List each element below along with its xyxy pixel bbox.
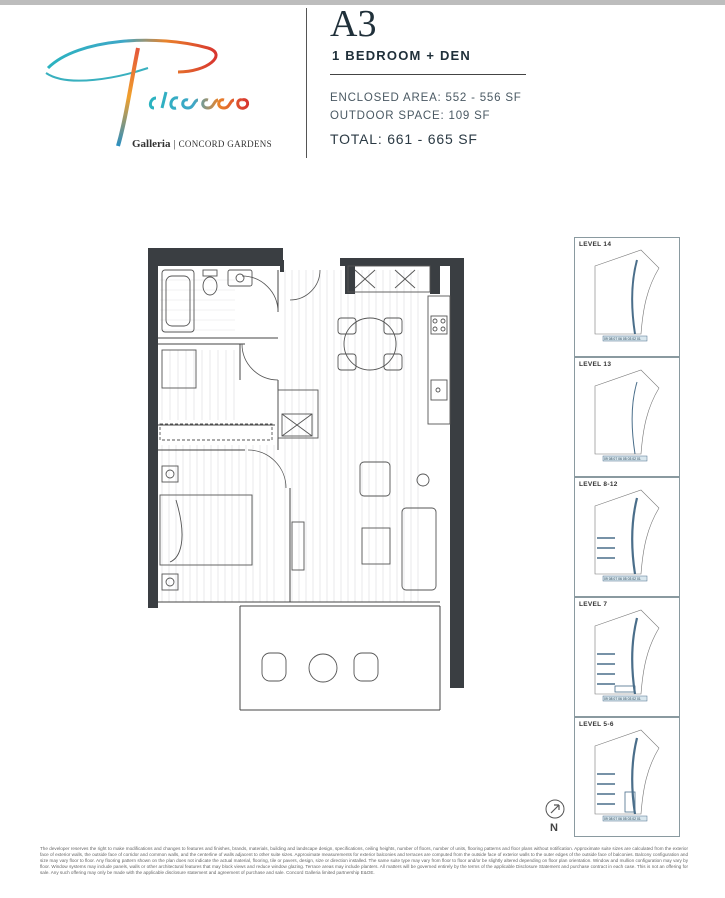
unit-type: 1 BEDROOM + DEN [332,48,471,63]
keyplan-drawing [575,238,679,356]
north-label: N [550,822,558,834]
keyplan-tag: 09 08 07 06 05 03 02 01 [604,817,641,821]
keyplan-drawing [575,598,679,716]
keyplan-label: LEVEL 14 [579,241,612,248]
header-divider [306,8,307,158]
keyplan-label: LEVEL 5-6 [579,721,614,728]
outdoor-space: OUTDOOR SPACE: 109 SF [330,110,491,122]
logo-sub-separator: | [173,139,176,150]
logo-subtitle [132,138,272,150]
keyplan-drawing [575,478,679,596]
keyplan-level-8-12 [574,477,680,597]
keyplan-label: LEVEL 13 [579,361,612,368]
enclosed-area: ENCLOSED AREA: 552 - 556 SF [330,92,522,104]
keyplan-drawing [575,358,679,476]
header-rule [330,74,526,75]
total-area: TOTAL: 661 - 665 SF [330,131,478,147]
keyplan-drawing [575,718,679,836]
keyplan-level-13 [574,357,680,477]
keyplan-tag: 09 08 07 06 05 03 02 01 [604,337,641,341]
logo-sub-left: Galleria [132,138,171,150]
disclaimer-text: The developer reserves the right to make modifications and changes to features and finishes, brands, materials, building and landscape design, specifications, ceiling heights, number of floors, number of units, flooring patterns and floor plans without notification. Approximate suite sizes are calculated from the exterior face of exterior walls, the outside face of corridor and common walls, and the centerline of walls adjacent to other suite sizes. Approximate measurements for exterior balconies and terraces are computed from the outside face of exterior walls to the outer edges of the outside face of balconies. Balcony configuration and size may vary floor to floor. Any flooring pattern shown on the plan does not indicate the actual material, flooring, tile or pavers, design, size or direction installed. The same suite type may vary from floor to floor and/or be slightly altered depending on floor plan orientation. Window and mullion configuration may vary by floor. Window systems may include panels, walls or other architectural features that may block views and reduce window glazing. Terrace areas may include planters. All matters will be governed entirely by the terms of the applicable Disclosure Statement and purchase contract in each case. This is not an offering for sale. Any such offering may only be made with the applicable disclosure statement and agreement of purchase and sale. Concord Galleria limited partnership E&OE. [40,846,688,875]
keyplan-label: LEVEL 7 [579,601,608,608]
keyplan-level-14 [574,237,680,357]
keyplan-tag: 09 08 07 06 05 03 02 01 [604,577,641,581]
keyplan-level-7 [574,597,680,717]
keyplan-level-5-6 [574,717,680,837]
unit-name: A3 [330,3,377,45]
keyplan-tag: 09 08 07 06 05 03 02 01 [604,457,641,461]
keyplan-tag: 09 08 07 06 05 03 02 01 [604,697,641,701]
floor-plan [140,240,480,720]
logo-sub-right: CONCORD GARDENS [178,139,272,149]
keyplan-label: LEVEL 8-12 [579,481,618,488]
